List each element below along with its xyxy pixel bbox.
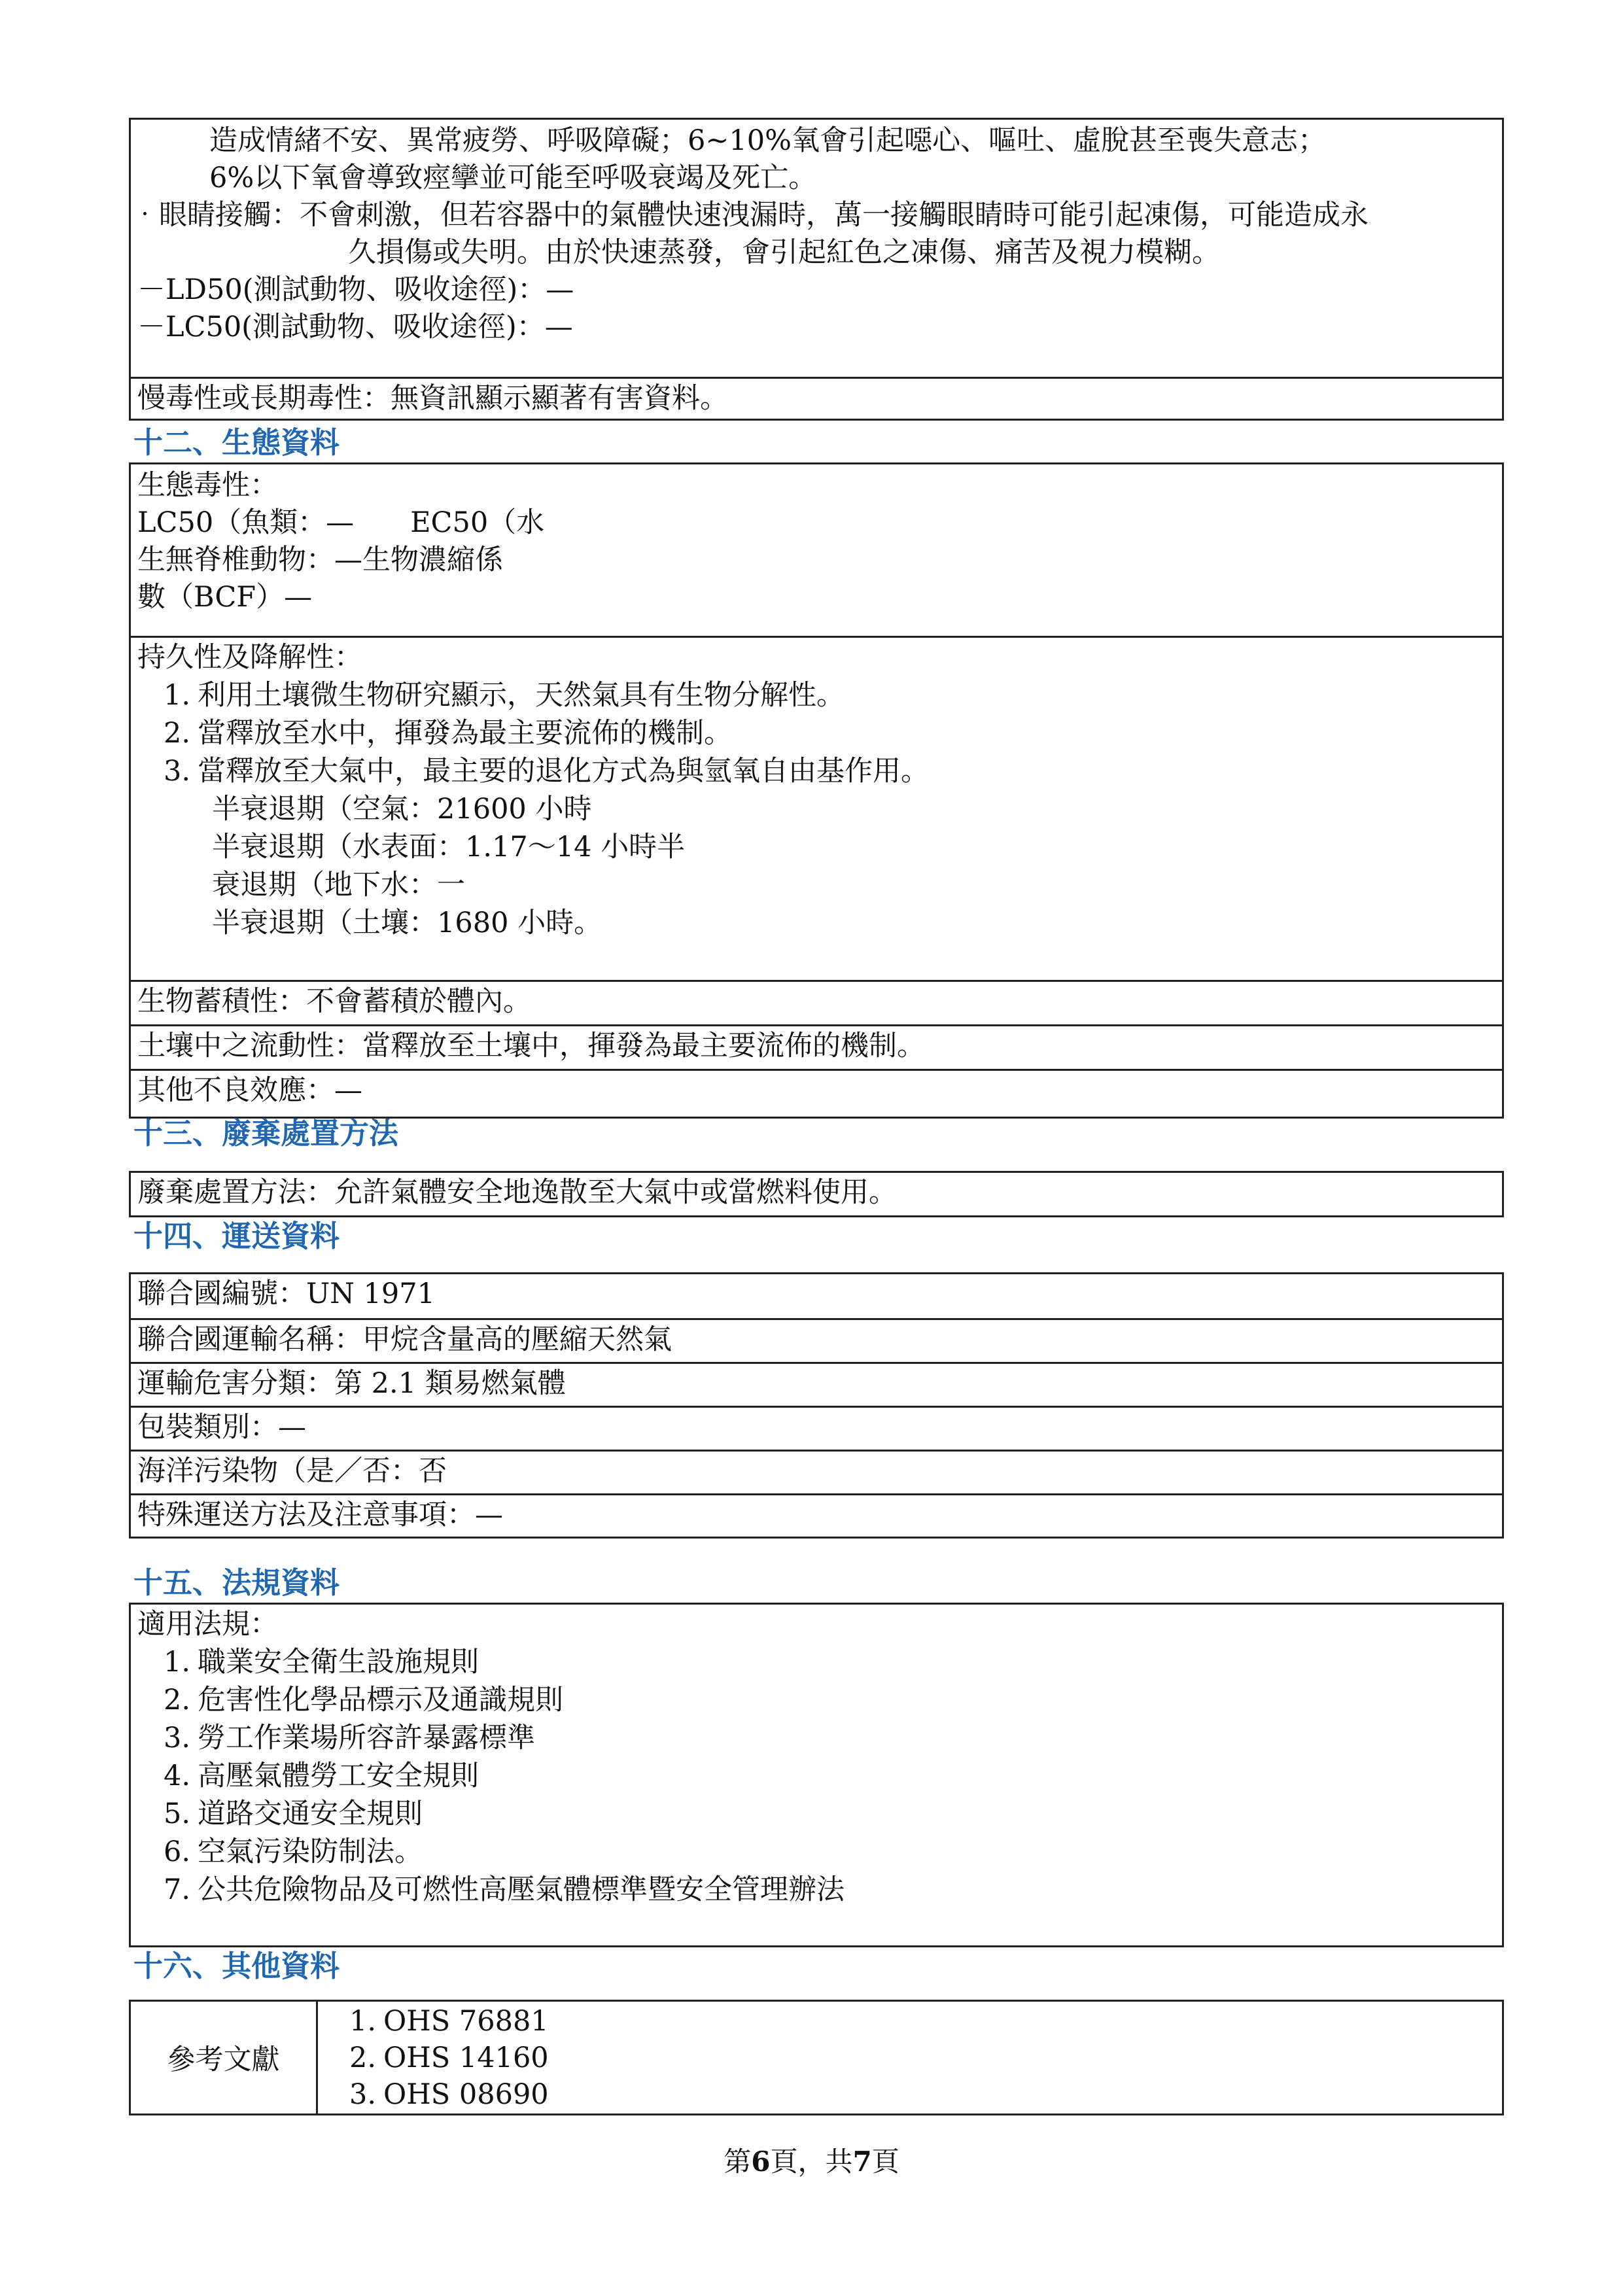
- bioaccumulation: 生物蓄積性：不會蓄積於體內。: [131, 980, 1502, 1024]
- transport-row: 包裝類別：—: [131, 1406, 1502, 1450]
- toxicity-line: 造成情緒不安、異常疲勞、呼吸障礙；6~10%氧會引起噁心、嘔吐、虛脫甚至喪失意志；: [209, 124, 1326, 157]
- regulations: [131, 1605, 1502, 1909]
- ecotoxicity: [131, 464, 1502, 636]
- transport-row: 聯合國運輸名稱：甲烷含量高的壓縮天然氣: [131, 1318, 1502, 1362]
- ecotox-line: 生無脊椎動物：—生物濃縮係: [137, 544, 503, 576]
- list-item: 1. 職業安全衛生設施規則: [164, 1646, 479, 1679]
- soil-mobility: 土壤中之流動性：當釋放至土壤中，揮發為最主要流佈的機制。: [131, 1024, 1502, 1069]
- halflife-line: 衰退期（地下水：一: [212, 869, 465, 901]
- halflife-line: 半衰退期（水表面：1.17〜14 小時半: [212, 831, 686, 863]
- list-item: 1. 利用土壤微生物研究顯示，天然氣具有生物分解性。: [164, 679, 845, 712]
- section-15-title: 十五、法規資料: [133, 1565, 340, 1600]
- regulations-label: 適用法規：: [137, 1608, 278, 1641]
- list-item: 1. OHS 76881: [349, 2005, 549, 2038]
- list-item: 2. OHS 14160: [349, 2042, 549, 2074]
- references-label: 參考文獻: [131, 2002, 318, 2113]
- toxicity-details: [131, 120, 1502, 377]
- references-list: [318, 2002, 549, 2113]
- toxicity-line: 久損傷或失明。由於快速蒸發，會引起紅色之凍傷、痛苦及視力模糊。: [348, 236, 1220, 269]
- list-item: 2. 當釋放至水中，揮發為最主要流佈的機制。: [164, 717, 732, 750]
- page-footer: 第6頁，共7頁: [724, 2146, 899, 2178]
- disposal-method: 廢棄處置方法：允許氣體安全地逸散至大氣中或當燃料使用。: [137, 1176, 897, 1209]
- section-14-title: 十四、運送資料: [133, 1219, 340, 1253]
- list-item: 3. 勞工作業場所容許暴露標準: [164, 1722, 535, 1754]
- toxicity-line: －LD50(測試動物、吸收途徑)：—: [137, 273, 574, 306]
- persistence-title: 持久性及降解性：: [137, 641, 362, 674]
- ecotox-line: 數（BCF）—: [137, 581, 313, 614]
- references-table: [129, 2000, 1504, 2115]
- list-item: 7. 公共危險物品及可燃性高壓氣體標準暨安全管理辦法: [164, 1873, 845, 1906]
- toxicity-line: 6%以下氧會導致痙攣並可能至呼吸衰竭及死亡。: [209, 162, 817, 194]
- list-item: 3. OHS 08690: [349, 2078, 549, 2111]
- transport-row: 運輸危害分類：第 2.1 類易燃氣體: [131, 1362, 1502, 1406]
- section-16-title: 十六、其他資料: [133, 1949, 340, 1983]
- persistence: [131, 636, 1502, 980]
- transport-box: [129, 1272, 1504, 1539]
- toxicity-line: ‧眼睛接觸：不會刺激，但若容器中的氣體快速洩漏時，萬一接觸眼睛時可能引起凍傷，可能造成永: [131, 199, 1369, 232]
- chronic-toxicity: 慢毒性或長期毒性：無資訊顯示顯著有害資料。: [131, 377, 1502, 419]
- transport-row: 海洋污染物（是／否：否: [131, 1450, 1502, 1493]
- section-13-title: 十三、廢棄處置方法: [133, 1116, 399, 1151]
- transport-row: 聯合國編號：UN 1971: [137, 1278, 435, 1310]
- other-effects: 其他不良效應：—: [131, 1069, 1502, 1115]
- halflife-line: 半衰退期（空氣：21600 小時: [212, 793, 592, 826]
- ecology-box: [129, 462, 1504, 1119]
- toxicity-line: －LC50(測試動物、吸收途徑)：—: [137, 311, 573, 343]
- list-item: 5. 道路交通安全規則: [164, 1798, 423, 1830]
- disposal-box: [129, 1171, 1504, 1217]
- list-item: 6. 空氣污染防制法。: [164, 1835, 423, 1868]
- transport-row: 特殊運送方法及注意事項：—: [131, 1493, 1502, 1537]
- halflife-line: 半衰退期（土壤：1680 小時。: [212, 907, 602, 939]
- list-item: 4. 高壓氣體勞工安全規則: [164, 1760, 479, 1792]
- regulations-box: [129, 1603, 1504, 1947]
- list-item: 3. 當釋放至大氣中，最主要的退化方式為與氫氧自由基作用。: [164, 755, 929, 788]
- toxicity-box: [129, 118, 1504, 421]
- list-item: 2. 危害性化學品標示及通識規則: [164, 1684, 563, 1716]
- section-12-title: 十二、生態資料: [133, 425, 340, 460]
- ecotox-line: LC50（魚類：— EC50（水: [137, 506, 545, 539]
- ecotox-line: 生態毒性：: [137, 469, 278, 502]
